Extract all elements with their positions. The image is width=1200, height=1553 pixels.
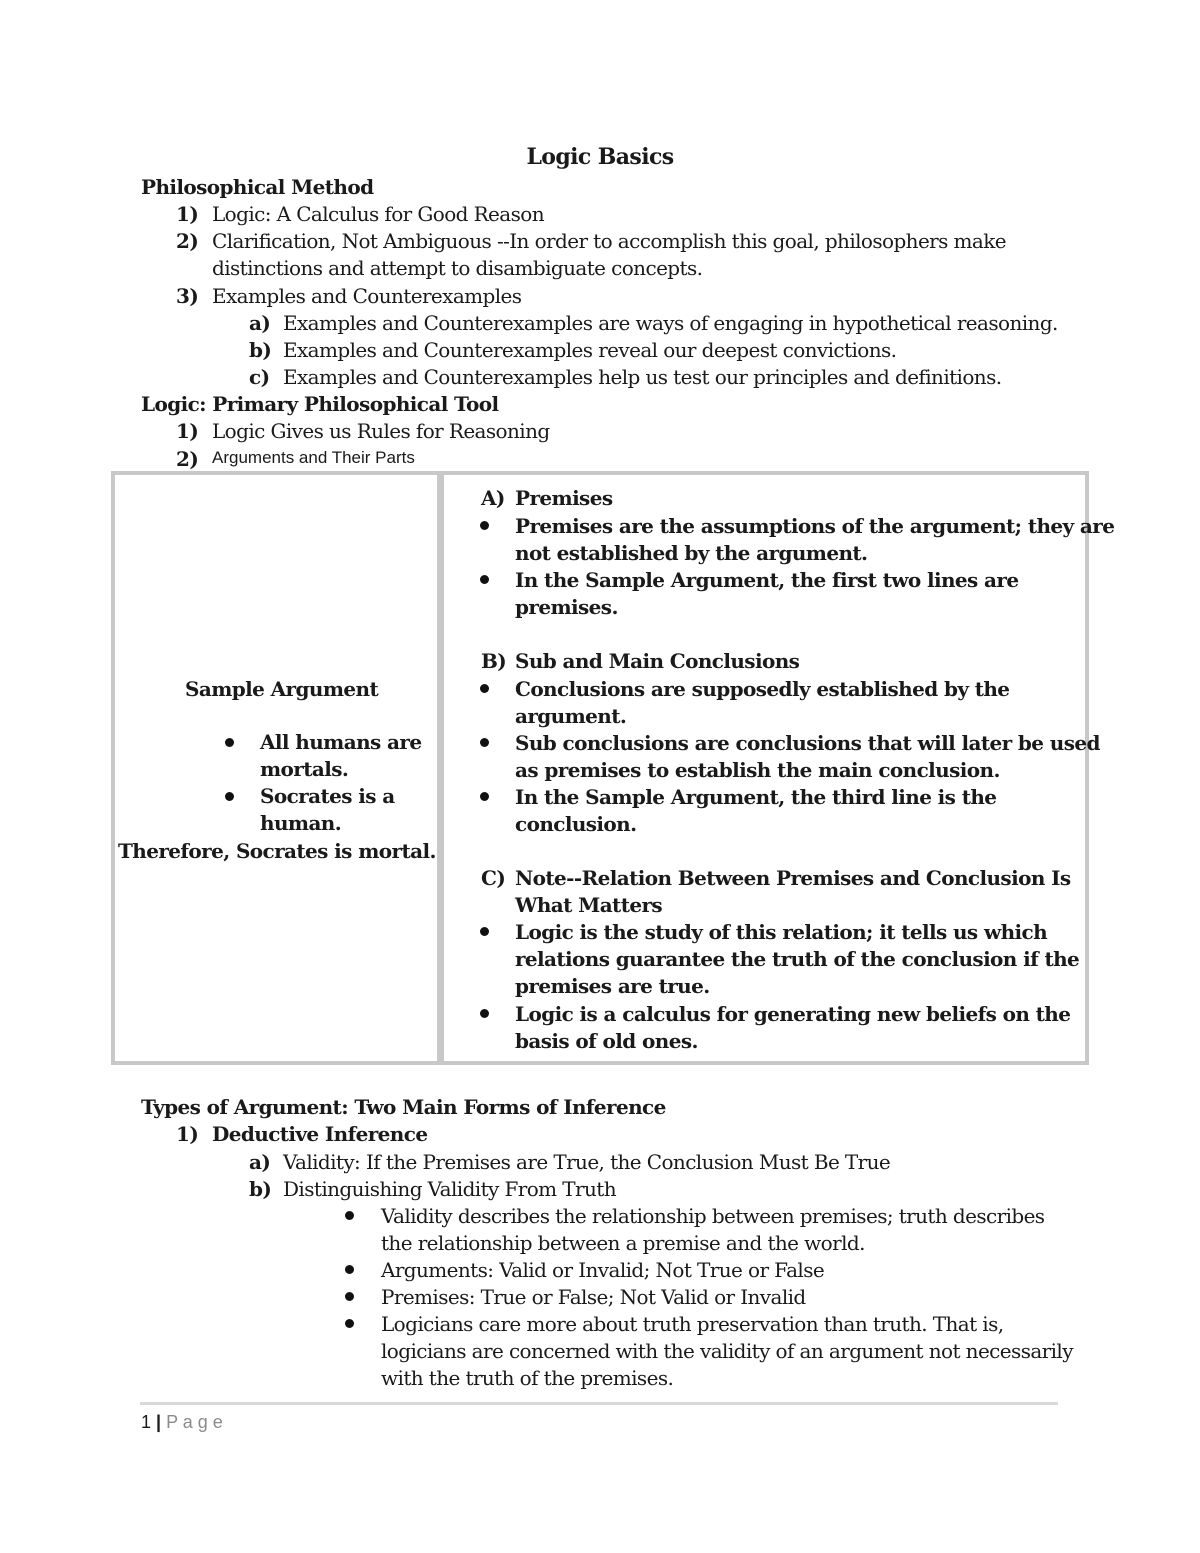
bullet-text-cont: basis of old ones. (515, 1029, 698, 1053)
sublist-letter: c) (249, 365, 270, 389)
section-label-b: B) (481, 649, 507, 673)
bullet-text-cont: premises. (515, 595, 618, 619)
list-item: Logic Gives us Rules for Reasoning (212, 419, 550, 443)
bullet-text: Arguments: Valid or Invalid; Not True or False (381, 1258, 825, 1282)
bullet-text-cont: logicians are concerned with the validity of an argument not necessarily (381, 1339, 1073, 1363)
sublist-item: Examples and Counterexamples help us test our principles and definitions. (283, 365, 1002, 389)
section-label-c: C) (481, 866, 506, 890)
premise-line-cont: mortals. (260, 757, 349, 781)
page-title: Logic Basics (526, 144, 674, 170)
footer-divider (140, 1402, 1058, 1405)
sample-argument-heading: Sample Argument (185, 677, 379, 701)
sublist-letter: a) (249, 1150, 271, 1174)
bullet-text-cont: conclusion. (515, 812, 637, 836)
bullet-icon (480, 521, 489, 530)
sublist-letter: b) (249, 338, 272, 362)
bullet-text: Logicians care more about truth preservation than truth. That is, (381, 1312, 1004, 1336)
bullet-text: Conclusions are supposedly established by the (515, 677, 1010, 701)
premises-heading: Premises (515, 486, 613, 510)
bullet-icon (480, 1009, 489, 1018)
bullet-icon (345, 1265, 354, 1274)
sublist-item: Examples and Counterexamples reveal our deepest convictions. (283, 338, 897, 362)
bullet-text-cont: with the truth of the premises. (381, 1366, 674, 1390)
page-footer (141, 1410, 223, 1434)
bullet-icon (480, 927, 489, 936)
premise-line: All humans are (260, 730, 422, 754)
bullet-icon (480, 738, 489, 747)
note-heading: Note--Relation Between Premises and Conclusion Is (515, 866, 1071, 890)
bullet-icon (345, 1319, 354, 1328)
list-item: Clarification, Not Ambiguous --In order to accomplish this goal, philosophers make (212, 229, 1007, 253)
note-heading-cont: What Matters (515, 893, 663, 917)
bullet-text: Logic is the study of this relation; it tells us which (515, 920, 1048, 944)
premise-line: Socrates is a (260, 784, 395, 808)
bullet-text-cont: relations guarantee the truth of the conclusion if the (515, 947, 1080, 971)
bullet-text-cont: the relationship between a premise and the world. (381, 1231, 865, 1255)
bullet-text: Validity describes the relationship between premises; truth describes (381, 1204, 1045, 1228)
bullet-text: Premises: True or False; Not Valid or Invalid (381, 1285, 806, 1309)
bullet-text-cont: premises are true. (515, 974, 710, 998)
bullet-text: In the Sample Argument, the third line is the (515, 785, 997, 809)
sublist-item: Examples and Counterexamples are ways of engaging in hypothetical reasoning. (283, 311, 1058, 335)
list-number: 3) (176, 284, 199, 308)
bullet-text: Sub conclusions are conclusions that will later be used (515, 731, 1100, 755)
bullet-text: Logic is a calculus for generating new beliefs on the (515, 1002, 1071, 1026)
list-number: 1) (176, 202, 199, 226)
section-heading-philosophical-method: Philosophical Method (141, 175, 374, 199)
bullet-icon (225, 792, 234, 801)
section-label-a: A) (481, 486, 505, 510)
list-number: 1) (176, 1122, 199, 1146)
footer-separator: | (156, 1412, 162, 1432)
bullet-text-cont: not established by the argument. (515, 541, 868, 565)
bullet-text: Premises are the assumptions of the argument; they are (515, 514, 1115, 538)
bullet-icon (480, 575, 489, 584)
sublist-item: Validity: If the Premises are True, the Conclusion Must Be True (283, 1150, 891, 1174)
bullet-icon (345, 1211, 354, 1220)
list-item: Examples and Counterexamples (212, 284, 522, 308)
page-number: 1 (141, 1412, 152, 1432)
list-number: 2) (176, 229, 199, 253)
list-item-continuation: distinctions and attempt to disambiguate concepts. (212, 256, 703, 280)
list-number: 1) (176, 419, 199, 443)
bullet-icon (225, 738, 234, 747)
bullet-icon (480, 792, 489, 801)
bullet-text: In the Sample Argument, the first two lines are (515, 568, 1019, 592)
section-heading-types-of-argument: Types of Argument: Two Main Forms of Inference (141, 1095, 666, 1119)
bullet-icon (345, 1292, 354, 1301)
sublist-item: Distinguishing Validity From Truth (283, 1177, 616, 1201)
sublist-letter: a) (249, 311, 271, 335)
premise-line-cont: human. (260, 811, 342, 835)
list-item: Deductive Inference (212, 1122, 428, 1146)
table-column-divider (437, 474, 444, 1062)
bullet-text-cont: as premises to establish the main conclusion. (515, 758, 1000, 782)
sublist-letter: b) (249, 1177, 272, 1201)
bullet-icon (480, 684, 489, 693)
list-number: 2) (176, 447, 199, 471)
bullet-text-cont: argument. (515, 704, 627, 728)
conclusions-heading: Sub and Main Conclusions (515, 649, 800, 673)
page-label: P a g e (166, 1412, 223, 1432)
list-item: Logic: A Calculus for Good Reason (212, 202, 545, 226)
list-item: Arguments and Their Parts (212, 448, 415, 467)
section-heading-primary-tool: Logic: Primary Philosophical Tool (141, 392, 499, 416)
conclusion-line: Therefore, Socrates is mortal. (118, 839, 436, 863)
